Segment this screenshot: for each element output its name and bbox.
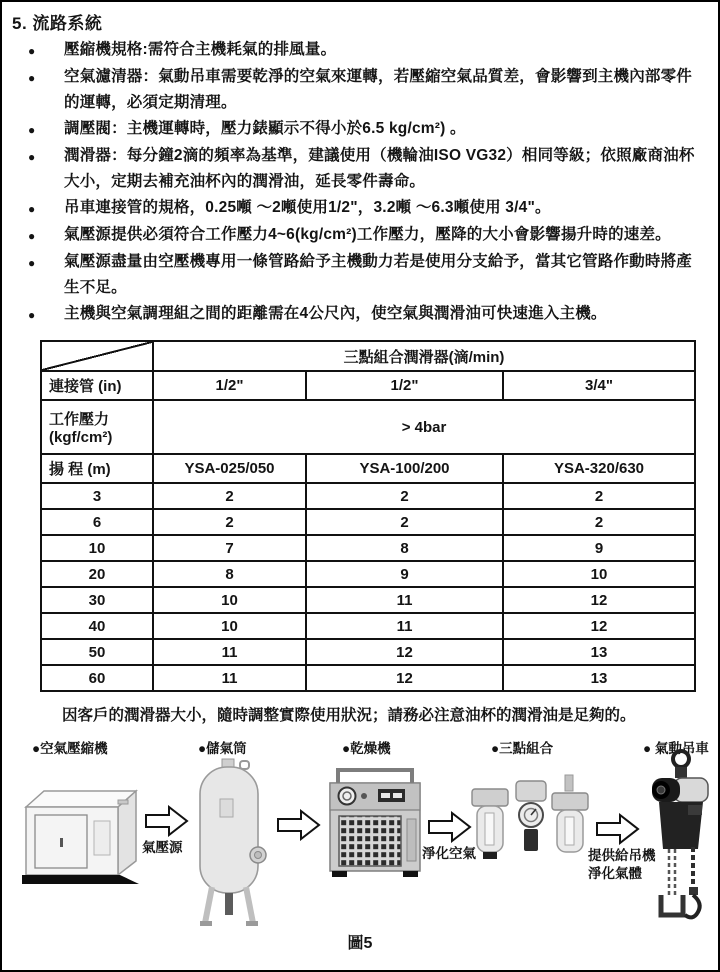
table-cell: 2 [503, 483, 695, 509]
table-cell: 10 [153, 587, 306, 613]
list-item [28, 195, 706, 222]
air-compressor-image [18, 781, 142, 891]
arrow4-caption-line1: 提供給吊機 [588, 848, 656, 863]
arrow3-caption: 淨化空氣 [422, 846, 476, 861]
bullet-text: 氣壓源提供必須符合工作壓力4~6(kg/cm²)工作壓力，壓降的大小會影響揚升時的速差。 [64, 226, 671, 243]
table-cell: 12 [503, 613, 695, 639]
table-cell: 2 [153, 509, 306, 535]
bullet-text: 調壓閥：主機運轉時，壓力錶顯示不得小於6.5 kg/cm²) 。 [64, 120, 466, 137]
dryer-image [324, 763, 426, 879]
frl-unit-image [470, 769, 590, 879]
label-air-hoist: ● 氣動吊車 [643, 741, 709, 756]
table-row [41, 400, 695, 454]
table-row [41, 454, 695, 483]
row-header: 揚 程 (m) [41, 454, 153, 483]
list-item [28, 37, 706, 64]
airflow-diagram [2, 733, 718, 955]
table-cell: 20 [41, 561, 153, 587]
list-item [28, 222, 706, 249]
table-row [41, 561, 695, 587]
table-cell: 11 [306, 613, 503, 639]
table-cell: 9 [306, 561, 503, 587]
table-row [41, 639, 695, 665]
table-cell: 8 [306, 535, 503, 561]
bullet-icon: ● [28, 123, 36, 137]
bullet-text: 氣壓源盡量由空壓機專用一條管路給予主機動力若是使用分支給予，當其它管路作動時將產生不足。 [64, 253, 693, 296]
table-cell: 2 [306, 483, 503, 509]
table-cell: 1/2" [153, 371, 306, 400]
bullet-icon: ● [28, 256, 36, 270]
lubricator-spec-table [40, 340, 696, 692]
arrow1-caption: 氣壓源 [142, 840, 183, 855]
table-cell: 50 [41, 639, 153, 665]
bullet-icon: ● [28, 202, 36, 216]
label-frl-unit: ●三點組合 [491, 741, 554, 756]
list-item [28, 249, 706, 301]
bullet-list [28, 37, 706, 328]
row-header [41, 400, 153, 454]
table-row [41, 509, 695, 535]
label-air-tank: ●儲氣筒 [198, 741, 247, 756]
list-item [28, 64, 706, 116]
table-cell: 10 [503, 561, 695, 587]
bullet-text: 主機與空氣調理組之間的距離需在4公尺內，使空氣與潤滑油可快速進入主機。 [64, 305, 607, 322]
section-title: 5. 流路系統 [12, 14, 103, 33]
table-cell: 6 [41, 509, 153, 535]
bullet-icon: ● [28, 71, 36, 85]
flow-arrow-icon [145, 805, 189, 837]
table-cell: 13 [503, 665, 695, 691]
label-dryer: ●乾燥機 [342, 741, 391, 756]
table-cell: 8 [153, 561, 306, 587]
table-cell: 30 [41, 587, 153, 613]
air-hoist-image [644, 747, 718, 929]
air-tank-image [190, 755, 270, 931]
table-cell: 12 [306, 639, 503, 665]
table-cell: 9 [503, 535, 695, 561]
table-row [41, 665, 695, 691]
list-item [28, 116, 706, 143]
table-row [41, 341, 695, 371]
bullet-text: 空氣濾清器：氣動吊車需要乾淨的空氣來運轉，若壓縮空氣品質差，會影響到主機內部零件的運轉，必須定期清理。 [64, 68, 693, 111]
table-cell: 40 [41, 613, 153, 639]
table-cell: YSA-320/630 [503, 454, 695, 483]
table-cell: YSA-025/050 [153, 454, 306, 483]
table-cell: 2 [306, 509, 503, 535]
table-cell: 11 [153, 639, 306, 665]
figure-caption: 圖5 [347, 935, 373, 952]
arrow4-caption-line2: 淨化氣體 [588, 866, 642, 881]
table-cell: 3 [41, 483, 153, 509]
table-cell: YSA-100/200 [306, 454, 503, 483]
table-cell: 13 [503, 639, 695, 665]
row-header: 連接管 (in) [41, 371, 153, 400]
table-footnote: 因客戶的潤滑器大小，隨時調整實際使用狀況；請務必注意油杯的潤滑油是足夠的。 [62, 707, 636, 724]
pressure-label-line2: (kgf/cm²) [49, 429, 113, 446]
pressure-label-line1: 工作壓力 [49, 411, 110, 428]
bullet-text: 吊車連接管的規格，0.25噸 ～2噸使用1/2"，3.2噸 ～6.3噸使用 3/4"。 [64, 199, 551, 216]
table-row [41, 613, 695, 639]
list-item [28, 143, 706, 195]
table-cell: 7 [153, 535, 306, 561]
table-span-header: 三點組合潤滑器(滴/min) [153, 341, 695, 371]
bullet-icon: ● [28, 150, 36, 164]
table-cell: > 4bar [153, 400, 695, 454]
table-row [41, 371, 695, 400]
table-cell: 2 [153, 483, 306, 509]
table-cell: 60 [41, 665, 153, 691]
label-air-compressor: ●空氣壓縮機 [32, 741, 108, 756]
table-cell: 11 [153, 665, 306, 691]
bullet-icon: ● [28, 44, 36, 58]
list-item [28, 301, 706, 328]
table-cell: 1/2" [306, 371, 503, 400]
flow-arrow-icon [428, 811, 472, 843]
table-cell: 10 [153, 613, 306, 639]
bullet-text: 潤滑器：每分鐘2滴的頻率為基準，建議使用（機輪油ISO VG32）相同等級；依照廠商油杯大小，定期去補充油杯內的潤滑油，延長零件壽命。 [64, 147, 695, 190]
table-corner-cell [41, 341, 153, 371]
table-cell: 10 [41, 535, 153, 561]
table-cell: 11 [306, 587, 503, 613]
table-row [41, 587, 695, 613]
table-row [41, 535, 695, 561]
bullet-text: 壓縮機規格:需符合主機耗氣的排風量。 [64, 41, 337, 58]
table-cell: 12 [503, 587, 695, 613]
flow-arrow-icon [596, 813, 640, 845]
flow-arrow-icon [277, 809, 321, 841]
table-cell: 3/4" [503, 371, 695, 400]
table-cell: 12 [306, 665, 503, 691]
table-cell: 2 [503, 509, 695, 535]
bullet-icon: ● [28, 308, 36, 322]
bullet-icon: ● [28, 229, 36, 243]
table-row [41, 483, 695, 509]
